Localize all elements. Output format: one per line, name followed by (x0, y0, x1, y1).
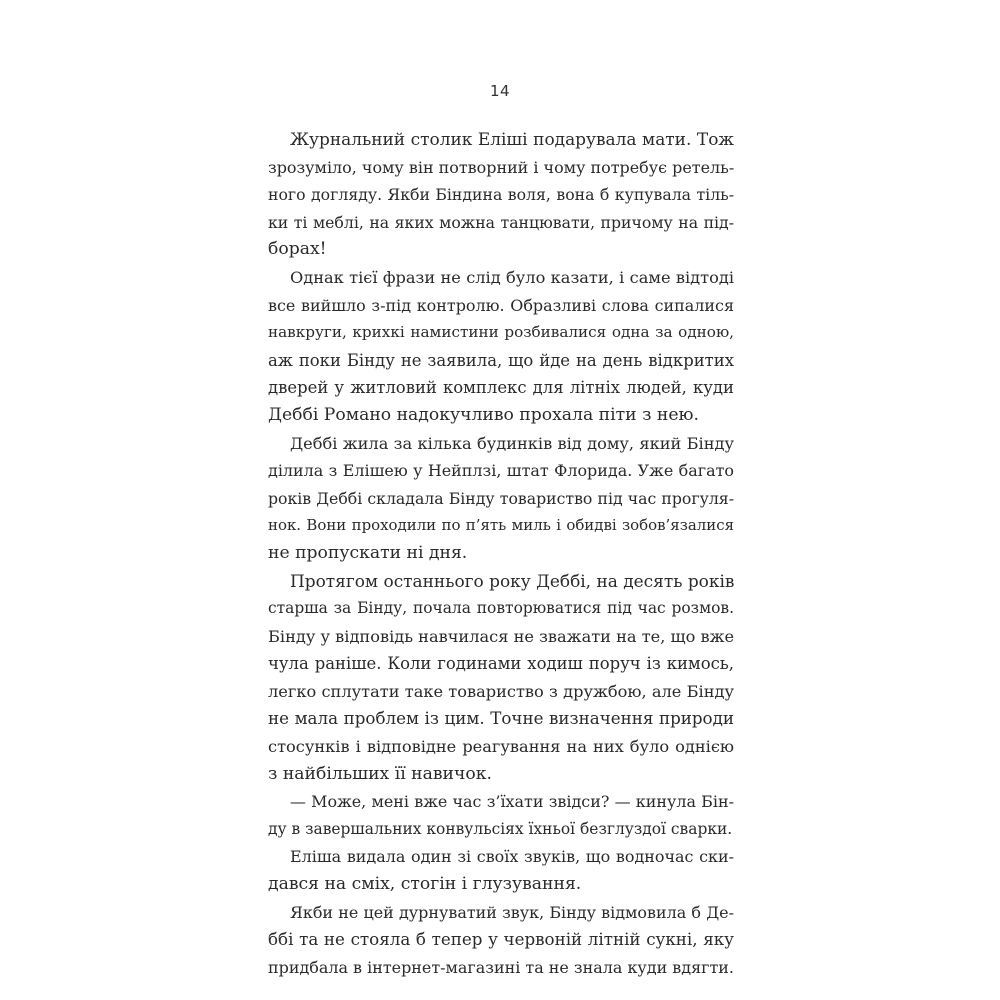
text-line: борах! (268, 239, 327, 260)
text-line: — Може, мені вже час з’їхати звідси? — кинула Бін- (290, 792, 734, 812)
text-line: з найбільших її навичок. (268, 763, 492, 784)
paragraph (268, 788, 734, 843)
paragraph (268, 568, 734, 789)
text-line: Деббі жила за кілька будинків від дому, який Бінду (290, 433, 734, 453)
text-line: Деббі Романо надокучливо прохала піти з нею. (268, 404, 699, 425)
text-line: Однак тієї фрази не слід було казати, і саме відтоді (290, 267, 734, 287)
text-line: Протягом останнього року Деббі, на десять років (290, 570, 735, 591)
text-line: зрозуміло, чому він потворний і чому потребує ретель- (268, 157, 735, 177)
paragraph (268, 430, 734, 568)
text-line: Журнальний столик Еліші подарувала мати. Тож (290, 129, 734, 149)
text-line: нок. Вони проходили по п’ять миль і обидві зобов’язалися (268, 516, 734, 535)
paragraph (268, 899, 734, 982)
text-line: ки ті меблі, на яких можна танцювати, причому на під- (268, 212, 734, 232)
text-line: не мала проблем із цим. Точне визначення природи (268, 708, 734, 729)
text-line: дверей у житловий комплекс для літніх людей, куди (268, 378, 734, 398)
text-line: Якби не цей дурнуватий звук, Бінду відмовила б Де- (290, 902, 734, 922)
text-line: ду в завершальних конвульсіях їхньої безглуздої сварки. (268, 819, 733, 838)
text-line: навкруги, крихкі намистини розбивалися одна за одною, (268, 323, 734, 342)
text-line: старша за Бінду, почала повторюватися під час розмов. (268, 599, 734, 618)
paragraph (268, 126, 734, 264)
text-line: дався на сміх, стогін і глузування. (268, 874, 582, 895)
text-line: Бінду у відповідь навчилася не зважати на те, що вже (268, 626, 735, 646)
text-line: Еліша видала один зі своїх звуків, що водночас ски- (290, 847, 734, 867)
text-line: ного догляду. Якби Біндина воля, вона б купувала тіль- (268, 185, 734, 205)
page-number: 14 (489, 82, 511, 100)
text-line: легко сплутати таке товариство з дружбою, але Бінду (268, 681, 734, 701)
paragraph (268, 843, 734, 898)
text-line: років Деббі складала Бінду товариство під час прогуля- (268, 488, 734, 508)
text-line: не пропускати ні дня. (268, 542, 468, 563)
body-text (268, 126, 734, 981)
text-line: все вийшло з-під контролю. Образливі слова сипалися (268, 295, 734, 315)
paragraph (268, 264, 734, 430)
text-line: придбала в інтернет-магазині та не знала куди вдягти. (268, 957, 734, 977)
text-line: ббі та не стояла б тепер у червоній літній сукні, яку (268, 929, 734, 950)
text-line: аж поки Бінду не заявила, що йде на день відкритих (268, 350, 734, 370)
text-line: стосунків і відповідне реагування на них було однією (268, 737, 734, 757)
text-line: чула раніше. Коли годинами ходиш поруч із кимось, (268, 654, 734, 674)
text-line: ділила з Елішею у Нейплзі, штат Флорида. Уже багато (268, 461, 734, 481)
